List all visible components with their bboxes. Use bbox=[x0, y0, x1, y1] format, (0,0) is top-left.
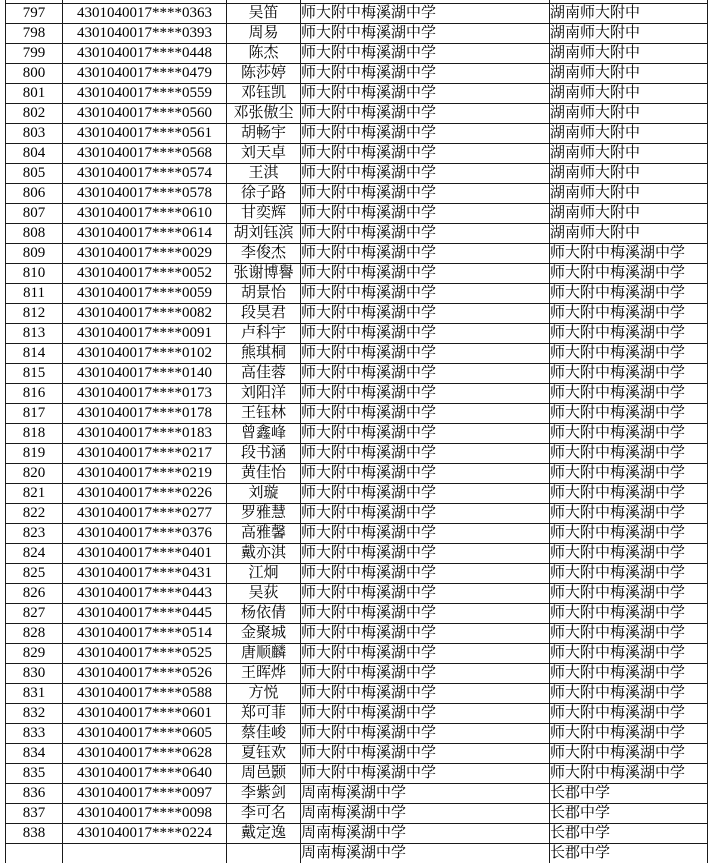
admitted-school-cell: 师大附中梅溪湖中学 bbox=[550, 404, 708, 424]
admitted-school-cell: 师大附中梅溪湖中学 bbox=[550, 424, 708, 444]
table-row bbox=[6, 284, 708, 304]
table-row bbox=[6, 44, 708, 64]
row-number-cell: 807 bbox=[6, 204, 63, 224]
exam-id-cell: 4301040017****0628 bbox=[63, 744, 227, 764]
table-row bbox=[6, 464, 708, 484]
exam-id-cell: 4301040017****0605 bbox=[63, 724, 227, 744]
exam-id-cell: 4301040017****0091 bbox=[63, 324, 227, 344]
row-number-cell: 824 bbox=[6, 544, 63, 564]
origin-school-cell: 师大附中梅溪湖中学 bbox=[301, 64, 550, 84]
admitted-school-cell: 长郡中学 bbox=[550, 844, 708, 863]
exam-id-cell: 4301040017****0277 bbox=[63, 504, 227, 524]
exam-id-cell: 4301040017****0219 bbox=[63, 464, 227, 484]
student-name-cell: 江炯 bbox=[227, 564, 301, 584]
exam-id-cell: 4301040017****0217 bbox=[63, 444, 227, 464]
table-row bbox=[6, 84, 708, 104]
student-name-cell: 周邑颢 bbox=[227, 764, 301, 784]
origin-school-cell: 师大附中梅溪湖中学 bbox=[301, 204, 550, 224]
table-row bbox=[6, 524, 708, 544]
origin-school-cell: 师大附中梅溪湖中学 bbox=[301, 544, 550, 564]
student-name-cell: 刘璇 bbox=[227, 484, 301, 504]
student-name-cell: 甘奕辉 bbox=[227, 204, 301, 224]
table-row bbox=[6, 204, 708, 224]
exam-id-cell: 4301040017****0574 bbox=[63, 164, 227, 184]
row-number-cell: 814 bbox=[6, 344, 63, 364]
origin-school-cell: 师大附中梅溪湖中学 bbox=[301, 164, 550, 184]
student-name-cell: 刘阳洋 bbox=[227, 384, 301, 404]
student-name-cell: 张谢博譽 bbox=[227, 264, 301, 284]
origin-school-cell: 师大附中梅溪湖中学 bbox=[301, 104, 550, 124]
row-number-cell: 828 bbox=[6, 624, 63, 644]
row-number-cell: 821 bbox=[6, 484, 63, 504]
admitted-school-cell: 湖南师大附中 bbox=[550, 4, 708, 24]
row-number-cell: 829 bbox=[6, 644, 63, 664]
table-row bbox=[6, 424, 708, 444]
table-row bbox=[6, 104, 708, 124]
exam-id-cell: 4301040017****0082 bbox=[63, 304, 227, 324]
admitted-school-cell: 师大附中梅溪湖中学 bbox=[550, 444, 708, 464]
student-name-cell: 戴定逸 bbox=[227, 824, 301, 844]
student-name-cell: 胡畅宇 bbox=[227, 124, 301, 144]
exam-id-cell: 4301040017****0479 bbox=[63, 64, 227, 84]
table-row bbox=[6, 544, 708, 564]
student-name-cell: 夏钰欢 bbox=[227, 744, 301, 764]
admitted-school-cell: 湖南师大附中 bbox=[550, 24, 708, 44]
origin-school-cell: 师大附中梅溪湖中学 bbox=[301, 624, 550, 644]
table-row bbox=[6, 824, 708, 844]
student-name-cell: 胡刘钰滨 bbox=[227, 224, 301, 244]
student-name-cell: 方悦 bbox=[227, 684, 301, 704]
table-row bbox=[6, 64, 708, 84]
admitted-school-cell: 师大附中梅溪湖中学 bbox=[550, 464, 708, 484]
table-row bbox=[6, 324, 708, 344]
origin-school-cell: 师大附中梅溪湖中学 bbox=[301, 564, 550, 584]
exam-id-cell: 4301040017****0140 bbox=[63, 364, 227, 384]
row-number-cell: 797 bbox=[6, 4, 63, 24]
admitted-school-cell: 师大附中梅溪湖中学 bbox=[550, 524, 708, 544]
table-row bbox=[6, 784, 708, 804]
table-row bbox=[6, 24, 708, 44]
table-row bbox=[6, 364, 708, 384]
admitted-school-cell: 师大附中梅溪湖中学 bbox=[550, 364, 708, 384]
admitted-school-cell: 师大附中梅溪湖中学 bbox=[550, 704, 708, 724]
row-number-cell: 811 bbox=[6, 284, 63, 304]
admitted-school-cell: 师大附中梅溪湖中学 bbox=[550, 684, 708, 704]
row-number-cell: 835 bbox=[6, 764, 63, 784]
origin-school-cell: 师大附中梅溪湖中学 bbox=[301, 344, 550, 364]
admitted-school-cell: 师大附中梅溪湖中学 bbox=[550, 724, 708, 744]
row-number-cell: 832 bbox=[6, 704, 63, 724]
student-name-cell: 李俊杰 bbox=[227, 244, 301, 264]
exam-id-cell: 4301040017****0178 bbox=[63, 404, 227, 424]
row-number-cell: 813 bbox=[6, 324, 63, 344]
row-number-cell: 800 bbox=[6, 64, 63, 84]
student-name-cell: 戴亦淇 bbox=[227, 544, 301, 564]
origin-school-cell: 师大附中梅溪湖中学 bbox=[301, 504, 550, 524]
origin-school-cell: 师大附中梅溪湖中学 bbox=[301, 684, 550, 704]
table-row bbox=[6, 224, 708, 244]
origin-school-cell: 师大附中梅溪湖中学 bbox=[301, 4, 550, 24]
row-number-cell: 825 bbox=[6, 564, 63, 584]
row-number-cell: 801 bbox=[6, 84, 63, 104]
table-row bbox=[6, 724, 708, 744]
admitted-school-cell: 湖南师大附中 bbox=[550, 144, 708, 164]
admission-roster-table bbox=[5, 0, 708, 863]
exam-id-cell: 4301040017****0640 bbox=[63, 764, 227, 784]
origin-school-cell: 周南梅溪湖中学 bbox=[301, 784, 550, 804]
table-row bbox=[6, 264, 708, 284]
exam-id-cell: 4301040017****0559 bbox=[63, 84, 227, 104]
student-name-cell: 高佳蓉 bbox=[227, 364, 301, 384]
student-name-cell: 段昊君 bbox=[227, 304, 301, 324]
admitted-school-cell: 师大附中梅溪湖中学 bbox=[550, 484, 708, 504]
row-number-cell: 826 bbox=[6, 584, 63, 604]
exam-id-cell: 4301040017****0601 bbox=[63, 704, 227, 724]
row-number-cell: 805 bbox=[6, 164, 63, 184]
table-row bbox=[6, 564, 708, 584]
exam-id-cell: 4301040017****0029 bbox=[63, 244, 227, 264]
row-number-cell: 809 bbox=[6, 244, 63, 264]
student-name-cell: 王钰林 bbox=[227, 404, 301, 424]
admitted-school-cell: 师大附中梅溪湖中学 bbox=[550, 764, 708, 784]
row-number-cell: 803 bbox=[6, 124, 63, 144]
row-number-cell: 804 bbox=[6, 144, 63, 164]
student-name-cell: 杨依倩 bbox=[227, 604, 301, 624]
origin-school-cell: 周南梅溪湖中学 bbox=[301, 824, 550, 844]
student-name-cell: 王晖烨 bbox=[227, 664, 301, 684]
origin-school-cell: 师大附中梅溪湖中学 bbox=[301, 424, 550, 444]
exam-id-cell: 4301040017****0401 bbox=[63, 544, 227, 564]
table-row bbox=[6, 244, 708, 264]
origin-school-cell: 师大附中梅溪湖中学 bbox=[301, 404, 550, 424]
table-row bbox=[6, 144, 708, 164]
origin-school-cell: 师大附中梅溪湖中学 bbox=[301, 464, 550, 484]
table-row bbox=[6, 124, 708, 144]
admitted-school-cell: 长郡中学 bbox=[550, 804, 708, 824]
student-name-cell: 刘天卓 bbox=[227, 144, 301, 164]
origin-school-cell: 师大附中梅溪湖中学 bbox=[301, 24, 550, 44]
exam-id-cell: 4301040017****0059 bbox=[63, 284, 227, 304]
row-number-cell: 810 bbox=[6, 264, 63, 284]
table-row bbox=[6, 484, 708, 504]
student-name-cell: 邓钰凯 bbox=[227, 84, 301, 104]
admitted-school-cell: 师大附中梅溪湖中学 bbox=[550, 284, 708, 304]
table-row bbox=[6, 704, 708, 724]
table-row bbox=[6, 164, 708, 184]
exam-id-cell bbox=[63, 844, 227, 863]
student-name-cell: 蔡佳峻 bbox=[227, 724, 301, 744]
admitted-school-cell: 长郡中学 bbox=[550, 784, 708, 804]
exam-id-cell: 4301040017****0183 bbox=[63, 424, 227, 444]
exam-id-cell: 4301040017****0610 bbox=[63, 204, 227, 224]
exam-id-cell: 4301040017****0560 bbox=[63, 104, 227, 124]
row-number-cell: 815 bbox=[6, 364, 63, 384]
admitted-school-cell: 师大附中梅溪湖中学 bbox=[550, 604, 708, 624]
student-name-cell: 卢科宇 bbox=[227, 324, 301, 344]
exam-id-cell: 4301040017****0052 bbox=[63, 264, 227, 284]
row-number-cell: 836 bbox=[6, 784, 63, 804]
row-number-cell: 834 bbox=[6, 744, 63, 764]
table-row bbox=[6, 384, 708, 404]
origin-school-cell: 师大附中梅溪湖中学 bbox=[301, 584, 550, 604]
origin-school-cell: 师大附中梅溪湖中学 bbox=[301, 444, 550, 464]
origin-school-cell: 师大附中梅溪湖中学 bbox=[301, 44, 550, 64]
admitted-school-cell: 湖南师大附中 bbox=[550, 84, 708, 104]
origin-school-cell: 师大附中梅溪湖中学 bbox=[301, 124, 550, 144]
student-name-cell: 段书涵 bbox=[227, 444, 301, 464]
origin-school-cell: 师大附中梅溪湖中学 bbox=[301, 304, 550, 324]
table-row bbox=[6, 804, 708, 824]
student-name-cell: 邓张傲尘 bbox=[227, 104, 301, 124]
table-row bbox=[6, 584, 708, 604]
row-number-cell: 817 bbox=[6, 404, 63, 424]
exam-id-cell: 4301040017****0445 bbox=[63, 604, 227, 624]
exam-id-cell: 4301040017****0102 bbox=[63, 344, 227, 364]
row-number-cell: 806 bbox=[6, 184, 63, 204]
row-number-cell: 816 bbox=[6, 384, 63, 404]
student-name-cell: 吴笛 bbox=[227, 4, 301, 24]
row-number-cell: 831 bbox=[6, 684, 63, 704]
exam-id-cell: 4301040017****0443 bbox=[63, 584, 227, 604]
student-name-cell: 李可名 bbox=[227, 804, 301, 824]
admitted-school-cell: 湖南师大附中 bbox=[550, 164, 708, 184]
table-row bbox=[6, 404, 708, 424]
exam-id-cell: 4301040017****0097 bbox=[63, 784, 227, 804]
origin-school-cell: 师大附中梅溪湖中学 bbox=[301, 84, 550, 104]
student-name-cell: 王淇 bbox=[227, 164, 301, 184]
student-name-cell: 唐顺麟 bbox=[227, 644, 301, 664]
table-row bbox=[6, 504, 708, 524]
admitted-school-cell: 湖南师大附中 bbox=[550, 184, 708, 204]
admitted-school-cell: 湖南师大附中 bbox=[550, 44, 708, 64]
origin-school-cell: 周南梅溪湖中学 bbox=[301, 804, 550, 824]
admitted-school-cell: 湖南师大附中 bbox=[550, 64, 708, 84]
row-number-cell: 827 bbox=[6, 604, 63, 624]
origin-school-cell: 师大附中梅溪湖中学 bbox=[301, 524, 550, 544]
table-row bbox=[6, 624, 708, 644]
admitted-school-cell: 湖南师大附中 bbox=[550, 104, 708, 124]
row-number-cell: 812 bbox=[6, 304, 63, 324]
admitted-school-cell: 师大附中梅溪湖中学 bbox=[550, 744, 708, 764]
student-name-cell: 李紫剑 bbox=[227, 784, 301, 804]
admitted-school-cell: 长郡中学 bbox=[550, 824, 708, 844]
exam-id-cell: 4301040017****0363 bbox=[63, 4, 227, 24]
student-name-cell: 周易 bbox=[227, 24, 301, 44]
table-row bbox=[6, 604, 708, 624]
row-number-cell: 808 bbox=[6, 224, 63, 244]
table-row bbox=[6, 764, 708, 784]
origin-school-cell: 师大附中梅溪湖中学 bbox=[301, 244, 550, 264]
table-row bbox=[6, 744, 708, 764]
admitted-school-cell: 师大附中梅溪湖中学 bbox=[550, 544, 708, 564]
origin-school-cell: 师大附中梅溪湖中学 bbox=[301, 704, 550, 724]
origin-school-cell: 师大附中梅溪湖中学 bbox=[301, 144, 550, 164]
student-name-cell: 胡景怡 bbox=[227, 284, 301, 304]
admitted-school-cell: 师大附中梅溪湖中学 bbox=[550, 344, 708, 364]
row-number-cell: 833 bbox=[6, 724, 63, 744]
admitted-school-cell: 师大附中梅溪湖中学 bbox=[550, 244, 708, 264]
student-name-cell: 金聚城 bbox=[227, 624, 301, 644]
row-number-cell bbox=[6, 844, 63, 863]
origin-school-cell: 师大附中梅溪湖中学 bbox=[301, 184, 550, 204]
table-row bbox=[6, 444, 708, 464]
admitted-school-cell: 师大附中梅溪湖中学 bbox=[550, 664, 708, 684]
admitted-school-cell: 师大附中梅溪湖中学 bbox=[550, 644, 708, 664]
row-number-cell: 822 bbox=[6, 504, 63, 524]
student-name-cell: 陈杰 bbox=[227, 44, 301, 64]
student-name-cell: 陈莎婷 bbox=[227, 64, 301, 84]
origin-school-cell: 师大附中梅溪湖中学 bbox=[301, 764, 550, 784]
origin-school-cell: 师大附中梅溪湖中学 bbox=[301, 264, 550, 284]
admitted-school-cell: 湖南师大附中 bbox=[550, 224, 708, 244]
student-name-cell: 熊琪桐 bbox=[227, 344, 301, 364]
admitted-school-cell: 师大附中梅溪湖中学 bbox=[550, 564, 708, 584]
exam-id-cell: 4301040017****0525 bbox=[63, 644, 227, 664]
row-number-cell: 838 bbox=[6, 824, 63, 844]
student-name-cell bbox=[227, 844, 301, 863]
row-number-cell: 799 bbox=[6, 44, 63, 64]
exam-id-cell: 4301040017****0614 bbox=[63, 224, 227, 244]
student-name-cell: 曾鑫峰 bbox=[227, 424, 301, 444]
row-number-cell: 802 bbox=[6, 104, 63, 124]
exam-id-cell: 4301040017****0431 bbox=[63, 564, 227, 584]
origin-school-cell: 周南梅溪湖中学 bbox=[301, 844, 550, 863]
origin-school-cell: 师大附中梅溪湖中学 bbox=[301, 724, 550, 744]
admitted-school-cell: 师大附中梅溪湖中学 bbox=[550, 384, 708, 404]
exam-id-cell: 4301040017****0224 bbox=[63, 824, 227, 844]
exam-id-cell: 4301040017****0568 bbox=[63, 144, 227, 164]
origin-school-cell: 师大附中梅溪湖中学 bbox=[301, 384, 550, 404]
origin-school-cell: 师大附中梅溪湖中学 bbox=[301, 604, 550, 624]
admitted-school-cell: 师大附中梅溪湖中学 bbox=[550, 304, 708, 324]
exam-id-cell: 4301040017****0173 bbox=[63, 384, 227, 404]
student-name-cell: 吴荻 bbox=[227, 584, 301, 604]
origin-school-cell: 师大附中梅溪湖中学 bbox=[301, 664, 550, 684]
admitted-school-cell: 师大附中梅溪湖中学 bbox=[550, 324, 708, 344]
exam-id-cell: 4301040017****0098 bbox=[63, 804, 227, 824]
student-name-cell: 高雅馨 bbox=[227, 524, 301, 544]
exam-id-cell: 4301040017****0448 bbox=[63, 44, 227, 64]
exam-id-cell: 4301040017****0514 bbox=[63, 624, 227, 644]
origin-school-cell: 师大附中梅溪湖中学 bbox=[301, 484, 550, 504]
clipped-row-bottom bbox=[6, 844, 708, 863]
origin-school-cell: 师大附中梅溪湖中学 bbox=[301, 364, 550, 384]
exam-id-cell: 4301040017****0376 bbox=[63, 524, 227, 544]
origin-school-cell: 师大附中梅溪湖中学 bbox=[301, 324, 550, 344]
admitted-school-cell: 湖南师大附中 bbox=[550, 204, 708, 224]
origin-school-cell: 师大附中梅溪湖中学 bbox=[301, 744, 550, 764]
table-row bbox=[6, 304, 708, 324]
table-row bbox=[6, 4, 708, 24]
student-name-cell: 徐子路 bbox=[227, 184, 301, 204]
row-number-cell: 823 bbox=[6, 524, 63, 544]
student-name-cell: 罗雅慧 bbox=[227, 504, 301, 524]
table-row bbox=[6, 184, 708, 204]
admitted-school-cell: 师大附中梅溪湖中学 bbox=[550, 504, 708, 524]
exam-id-cell: 4301040017****0561 bbox=[63, 124, 227, 144]
student-name-cell: 黄佳怡 bbox=[227, 464, 301, 484]
exam-id-cell: 4301040017****0226 bbox=[63, 484, 227, 504]
table-row bbox=[6, 664, 708, 684]
origin-school-cell: 师大附中梅溪湖中学 bbox=[301, 284, 550, 304]
admitted-school-cell: 师大附中梅溪湖中学 bbox=[550, 624, 708, 644]
table-row bbox=[6, 644, 708, 664]
admitted-school-cell: 师大附中梅溪湖中学 bbox=[550, 264, 708, 284]
row-number-cell: 798 bbox=[6, 24, 63, 44]
exam-id-cell: 4301040017****0393 bbox=[63, 24, 227, 44]
row-number-cell: 830 bbox=[6, 664, 63, 684]
row-number-cell: 820 bbox=[6, 464, 63, 484]
exam-id-cell: 4301040017****0526 bbox=[63, 664, 227, 684]
origin-school-cell: 师大附中梅溪湖中学 bbox=[301, 644, 550, 664]
table-row bbox=[6, 684, 708, 704]
row-number-cell: 818 bbox=[6, 424, 63, 444]
row-number-cell: 837 bbox=[6, 804, 63, 824]
exam-id-cell: 4301040017****0588 bbox=[63, 684, 227, 704]
row-number-cell: 819 bbox=[6, 444, 63, 464]
student-name-cell: 郑可菲 bbox=[227, 704, 301, 724]
admitted-school-cell: 湖南师大附中 bbox=[550, 124, 708, 144]
admitted-school-cell: 师大附中梅溪湖中学 bbox=[550, 584, 708, 604]
table-row bbox=[6, 344, 708, 364]
admission-roster-table-body bbox=[6, 0, 708, 863]
origin-school-cell: 师大附中梅溪湖中学 bbox=[301, 224, 550, 244]
exam-id-cell: 4301040017****0578 bbox=[63, 184, 227, 204]
